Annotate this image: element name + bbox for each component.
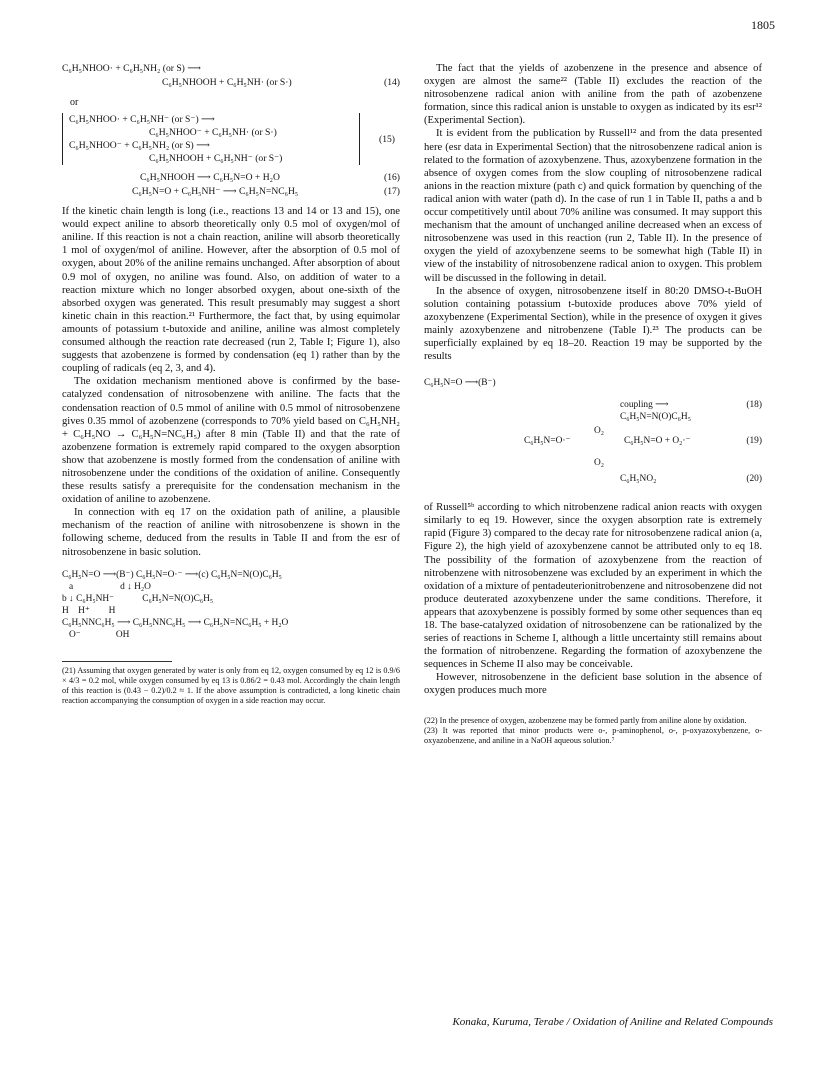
eq15-line: C₆H₅NHOOH + C₆H₅NH⁻ (or S⁻) (149, 153, 283, 165)
equation-14-line1 (62, 62, 400, 76)
o2-label: O₂ (594, 458, 605, 469)
footnote-21: (21) Assuming that oxygen generated by water is only from eq 12, oxygen consumed by eq 12 is 0.9/6 × 4/3 = 0.2 mol, while oxygen consumed by eq 13 is 0.86/2 = 0.43 mol. Accordingly the chain length of this reaction is (0.43 − 0.2)/0.2 ≈ 1. If the above assumption is contradicted, a long kinetic chain reaction accompanying the consumption of oxygen in a side reaction may occur. (62, 665, 400, 705)
scheme-line: O⁻ OH (62, 629, 130, 640)
product-20: C₆H₅NO₂ (620, 474, 657, 485)
product-19: C₆H₅N=O + O₂·⁻ (624, 436, 691, 447)
eq15-line: C₆H₅NHOO· + C₆H₅NH⁻ (or S⁻) ⟶ (69, 114, 215, 126)
or-connector: or (70, 97, 79, 108)
paragraph: The fact that the yields of azobenzene in the presence and absence of oxygen are almost the same²² (Table II) excludes the reaction of the nitrosobenzene radical anion with aniline from the path of azobenzene formation, since this radical anion is unstable to oxygen as indicated by its esr¹² (Experimental Section). (424, 63, 762, 127)
coupling-label: coupling ⟶ (620, 400, 669, 411)
eq15-line: C₆H₅NHOO⁻ + C₆H₅NH₂ (or S) ⟶ (69, 140, 210, 152)
scheme-line: C₆H₅NNC₆H₅ ⟶ C₆H₅NNC₆H₅ ⟶ C₆H₅N=NC₆H₅ + H₂O (62, 617, 289, 628)
footnote-23: (23) It was reported that minor products were o-, p-aminophenol, o-, p-oxyazoxybenzene, o-oxyazobenzene, and aniline in a NaOH aqueous solution.⁷ (424, 725, 762, 745)
eq16-text: C₆H₅NHOOH ⟶ C₆H₅N=O + H₂O (140, 172, 280, 184)
eq14-number: (14) (384, 77, 400, 88)
paragraph: The oxidation mechanism mentioned above is confirmed by the base-catalyzed condensation of nitrosobenzene with aniline. The facts that the condensation reaction of 0.5 mmol of aniline with 0.5 mmol of nitrosobenzene gives 0.35 mmol of azobenzene (corresponds to 70% yield based on C₆H₅NH₂ + C₆H₅NO → C₆H₅N=NC₆H₅) after 8 min (Table II) and that the rate of azobenzene formation is extremely rapid compared to the oxygen absorption show that azobenzene is mostly formed from the condensation of aniline with nitrosobenzene under the conditions of the oxidation of aniline. Consequently these results satisfy a prerequisite for the condensation mechanism in the oxidation of aniline to azobenzene. (62, 376, 400, 506)
footnote-22: (22) In the presence of oxygen, azobenzene may be formed partly from aniline alone by oxidation. (424, 715, 747, 725)
scheme-start: C₆H₅N=O ⟶(B⁻) (424, 378, 496, 389)
equation-15 (62, 113, 395, 165)
eq17-text: C₆H₅N=O + C₆H₅NH⁻ ⟶ C₆H₅N=NC₆H₅ (132, 186, 299, 198)
page-number: 1805 (751, 18, 775, 32)
eq15-line: C₆H₅NHOO⁻ + C₆H₅NH· (or S·) (149, 127, 277, 139)
eq14-text2: C₆H₅NHOOH + C₆H₅NH· (or S·) (162, 77, 292, 88)
scheme-line: H H⁺ H (62, 605, 116, 616)
paragraph: It is evident from the publication by Russell¹² and from the data presented here (esr data in Experimental Section) that the nitrosobenzene radical anion is related to the formation of azoxybenzene. Thus, azoxybenzene formation in the absence of oxygen comes from the slow coupling of nitrosobenzene radical anions in the reaction mixture (path c) and quick formation by quenching of the radical anion with water (path d). In the case of run 1 in Table II, paths a and b occur competitively until about 70% aniline was consumed. It may support this mechanism that the amount of unchanged aniline decreased when an excess of nitrosobenzene was used in this reaction (run 2, Table II). In the presence of oxygen the yield of azoxybenzene seems to be somewhat high (Table II) in view of the instability of nitrosobenzene radical anion to oxygen. This problem will be discussed in the following in detail. (424, 128, 762, 284)
equation-17 (62, 185, 400, 199)
eq19-number: (19) (746, 436, 762, 447)
paragraph: However, nitrosobenzene in the deficient base solution in the absence of oxygen produces much more (424, 672, 762, 697)
left-column (62, 62, 400, 706)
scheme-line: C₆H₅N=O ⟶(B⁻) C₆H₅N=O·⁻ ⟶(c) C₆H₅N=N(O)C₆H₅ (62, 569, 282, 580)
paragraph: of Russell⁵ᵇ according to which nitrobenzene radical anion reacts with oxygen similarly to eq 19. However, since the oxygen absorption rate is extremely rapid (Figure 3) compared to the decay rate for nitrosobenzene radical anion (a, Figure 2), the high yield of azoxybenzene cannot be attributed only to eq 18. The possibility of the formation of azoxybenzene from the reaction of nitrobenzene with nitrosobenzene was excluded by an experiment in which the oxidation of a mixture of pentadeuterionitrobenzene and nitrosobenzene did not produce deuterated azoxybenzene under the same conditions. Therefore, it appears that azoxybenzene is possibly formed by some other sequences than eq 18. The base-catalyzed oxidation of nitrosobenzene can be rationalized by the series of reactions in Scheme I, although a little uncertainty still remains about the formation of nitrobenzene. Regarding the formation of azoxybenzene the sequences in Scheme II also may be conceivable. (424, 502, 763, 671)
equation-16 (62, 171, 400, 185)
eq18-number: (18) (746, 400, 762, 411)
radical-anion: C₆H₅N=O·⁻ (524, 436, 571, 447)
equation-14-line2 (62, 76, 400, 90)
paragraph: In connection with eq 17 on the oxidation path of aniline, a plausible mechanism of the reaction of aniline with nitrosobenzene is shown in the following scheme, deduced from the results in Table II and from the esr of nitrosobenzene in basic solution. (62, 507, 400, 558)
reaction-scheme-18-20 (424, 373, 762, 493)
paragraph: In the absence of oxygen, nitrosobenzene itself in 80:20 DMSO-t-BuOH solution containing potassium t-butoxide produces above 70% yield of azoxybenzene (Experimental Section), while in the presence of oxygen it gives mainly azoxybenzene and nitrobenzene (Table I).²³ The products can be superficially explained by eq 18–20. Reaction 19 may be supported by the results (424, 285, 762, 363)
eq14-text: C₆H₅NHOO· + C₆H₅NH₂ (or S) ⟶ (62, 63, 202, 74)
eq20-number: (20) (746, 474, 762, 485)
reaction-scheme (62, 569, 400, 641)
scheme-line: b ↓ C₆H₅NH⁻ C₆H₅N=N(O)C₆H₅ (62, 593, 214, 604)
right-column (424, 62, 762, 746)
running-footer: Konaka, Kuruma, Terabe / Oxidation of Aniline and Related Compounds (452, 1016, 773, 1028)
eq15-number: (15) (379, 134, 395, 146)
scheme-line: a d ↓ H₂O (62, 581, 151, 592)
footnote-rule (62, 661, 172, 662)
eq16-number: (16) (384, 172, 400, 184)
o2-label: O₂ (594, 426, 605, 437)
paragraph: If the kinetic chain length is long (i.e., reactions 13 and 14 or 13 and 15), one would expect aniline to absorb theoretically only 0.5 mol of oxygen/mol of aniline. If this reaction is not a chain reaction, aniline will absorb theoretically 1 mol of oxygen/mol of aniline. However, after the absorption of 0.5 mol of oxygen, about 20% of the aniline remains unchanged. After absorption of about 0.9 mol of oxygen, no aniline was found. Also, on addition of water to a reaction mixture which no longer absorbed oxygen, about one-sixth of the absorbed oxygen was generated. This result presumably may suggest a short kinetic chain in this reaction.²¹ Furthermore, the fact that, by using equimolar amounts of potassium t-butoxide and aniline, aniline was almost completely consumed although the reaction rate decreased (run 2, Table I; Figure 1), also suggests that azobenzene is formed by condensation (eq 1) rather than by the coupling of radicals (eq 2, 3, and 4). (62, 206, 400, 375)
product-18: C₆H₅N=N(O)C₆H₅ (620, 412, 691, 423)
eq17-number: (17) (384, 186, 400, 198)
